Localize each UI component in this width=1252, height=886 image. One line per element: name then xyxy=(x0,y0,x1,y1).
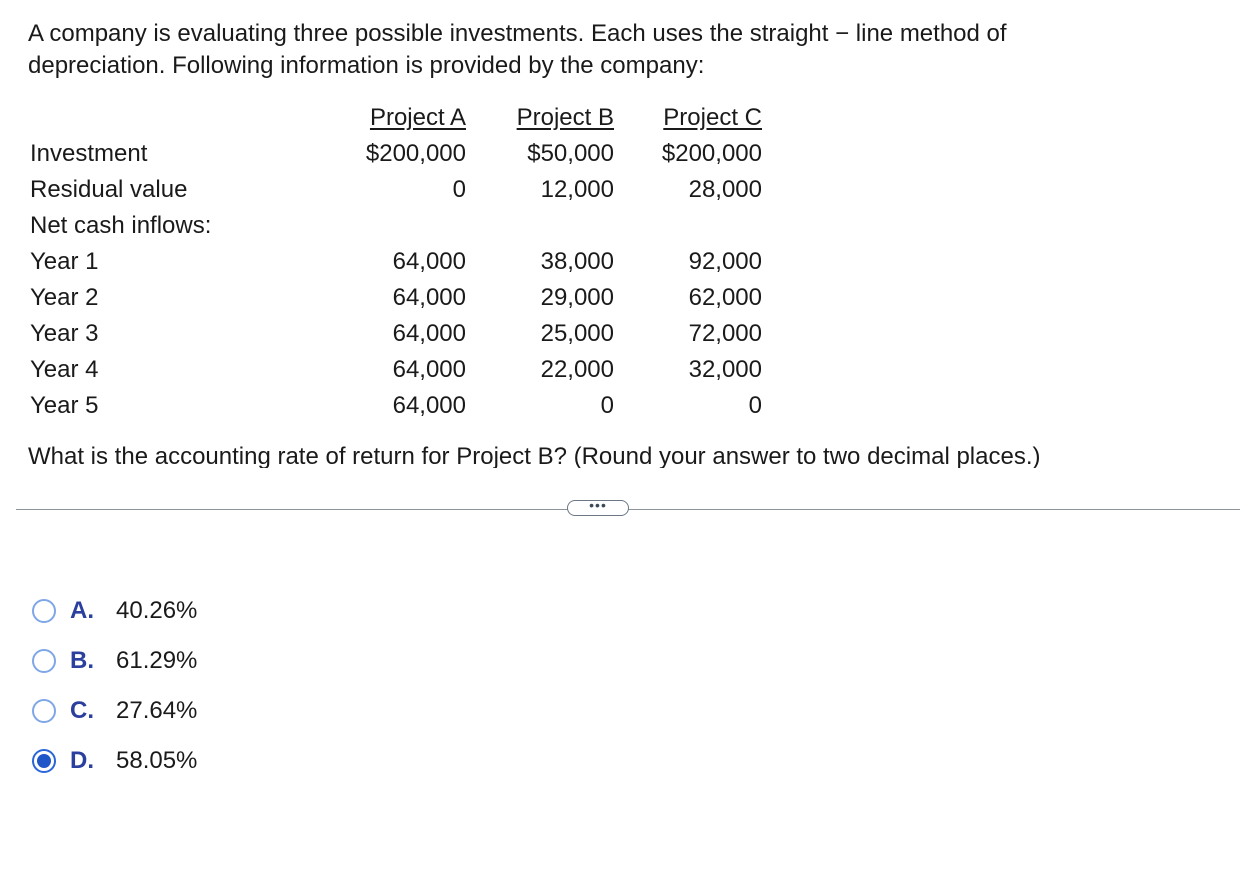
cell-project-a: 64,000 xyxy=(392,356,466,383)
cell-project-b: 29,000 xyxy=(540,284,614,311)
cell-project-a: 64,000 xyxy=(392,248,466,275)
header-project-a: Project A xyxy=(369,104,466,131)
intro-line-1: A company is evaluating three possible investments. Each uses the straight − line method of xyxy=(28,20,1007,47)
question-text: What is the accounting rate of return for Project B? (Round your answer to two decimal places.) xyxy=(28,443,1041,468)
radio-button-icon[interactable] xyxy=(32,649,56,673)
option-letter: B. xyxy=(70,647,94,674)
cell-project-b: 22,000 xyxy=(540,356,614,383)
cell-project-c: 28,000 xyxy=(688,176,762,203)
header-blank xyxy=(30,100,330,136)
cell-project-c: 0 xyxy=(748,392,762,419)
table-row-year-5 xyxy=(30,388,762,424)
cell-project-b: 25,000 xyxy=(540,320,614,347)
problem-intro xyxy=(28,18,1208,82)
cell-project-a xyxy=(330,208,466,244)
option-letter: D. xyxy=(70,747,94,774)
cell-project-c: $200,000 xyxy=(661,140,762,167)
header-project-b: Project B xyxy=(516,104,614,131)
cell-project-a: $200,000 xyxy=(365,140,466,167)
row-label: Investment xyxy=(30,140,148,167)
row-label: Year 4 xyxy=(30,356,99,383)
investment-table xyxy=(30,100,762,424)
cell-project-c: 92,000 xyxy=(688,248,762,275)
row-label: Year 2 xyxy=(30,284,99,311)
option-letter: C. xyxy=(70,697,94,724)
answer-options xyxy=(32,586,197,786)
row-label: Year 1 xyxy=(30,248,99,275)
table-row-year-3 xyxy=(30,316,762,352)
table-row-investment xyxy=(30,136,762,172)
expand-more-button[interactable]: ••• xyxy=(567,500,629,516)
row-label: Year 3 xyxy=(30,320,99,347)
row-label: Net cash inflows: xyxy=(30,212,212,239)
table-header-row xyxy=(30,100,762,136)
option-value: 40.26% xyxy=(116,597,198,624)
cell-project-b xyxy=(466,208,614,244)
cell-project-b: $50,000 xyxy=(527,140,614,167)
cell-project-b: 0 xyxy=(600,392,614,419)
option-letter: A. xyxy=(70,597,94,624)
cell-project-a: 0 xyxy=(452,176,466,203)
table-row-year-4 xyxy=(30,352,762,388)
option-d[interactable] xyxy=(32,736,197,786)
radio-button-icon[interactable] xyxy=(32,699,56,723)
cell-project-a: 64,000 xyxy=(392,392,466,419)
cell-project-b: 38,000 xyxy=(540,248,614,275)
row-label: Residual value xyxy=(30,176,188,203)
cell-project-c: 62,000 xyxy=(688,284,762,311)
option-value: 58.05% xyxy=(116,747,198,774)
row-label: Year 5 xyxy=(30,392,99,419)
option-c[interactable] xyxy=(32,686,197,736)
cell-project-b: 12,000 xyxy=(540,176,614,203)
table-row-year-2 xyxy=(30,280,762,316)
cell-project-c xyxy=(614,208,762,244)
cell-project-c: 32,000 xyxy=(688,356,762,383)
option-value: 27.64% xyxy=(116,697,198,724)
table-row-residual-value xyxy=(30,172,762,208)
intro-line-2: depreciation. Following information is provided by the company: xyxy=(28,52,705,79)
table-row-year-1 xyxy=(30,244,762,280)
option-a[interactable] xyxy=(32,586,197,636)
option-b[interactable] xyxy=(32,636,197,686)
option-value: 61.29% xyxy=(116,647,198,674)
table-row-net-cash-inflows xyxy=(30,208,762,244)
radio-button-icon[interactable] xyxy=(32,749,56,773)
radio-button-icon[interactable] xyxy=(32,599,56,623)
cell-project-a: 64,000 xyxy=(392,320,466,347)
header-project-c: Project C xyxy=(663,104,762,131)
cell-project-a: 64,000 xyxy=(392,284,466,311)
cell-project-c: 72,000 xyxy=(688,320,762,347)
